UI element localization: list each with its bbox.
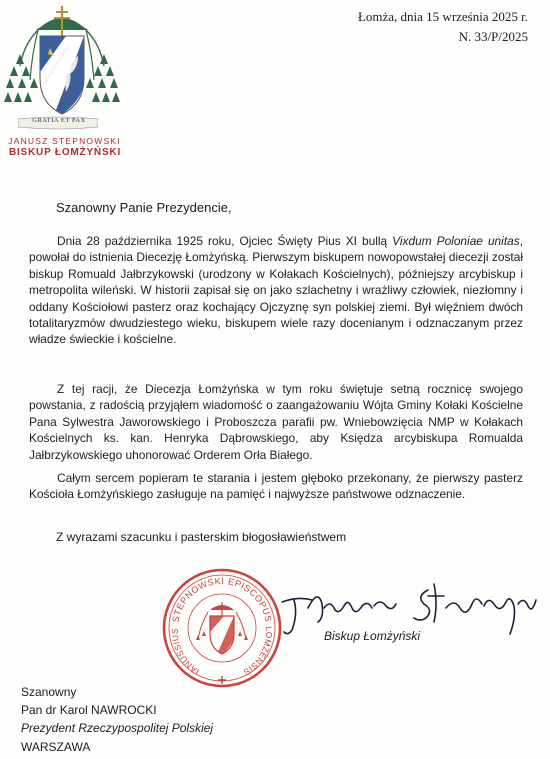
svg-text:IANUSSIUS bbox=[170, 628, 201, 677]
bull-title: Vixdum Poloniae unitas bbox=[392, 234, 520, 248]
recipient-city: WARSZAWA bbox=[21, 740, 91, 754]
episcopal-seal bbox=[160, 566, 284, 690]
letterhead-bishop-title: BISKUP ŁOMŻYŃSKI bbox=[8, 147, 122, 158]
recipient-office: Prezydent Rzeczypospolitej Polskiej bbox=[21, 721, 214, 735]
recipient-line-1: Szanowny bbox=[21, 685, 77, 699]
coat-of-arms bbox=[4, 4, 120, 134]
letterhead-bishop-name: JANUSZ STEPNOWSKI bbox=[8, 136, 121, 146]
place-and-date: Łomża, dnia 15 września 2025 r. bbox=[357, 9, 528, 24]
letter-paragraph-2: Z tej racji, że Diecezja Łomżyńska w tym roku świętuje setną rocznicę swojego powstania, z radością przyjąłem wiadomość o zaangażowaniu Wójta Gminy Kołaki Kościelne Pana Sylwestra Jaworowskiego i Proboszcza parafii pw. Wniebowzięcia NMP w Kołakach Kościelnych ks. kan. Henryka Dąbrowskiego, aby Księdza arcybiskupa Romualda Jałbrzykowskiego uhonorować Orderem Orła Białego. bbox=[29, 382, 523, 462]
paragraph-1-run: , powołał do istnienia Diecezję Łomżyńską. Pierwszym biskupem nowopowstałej diecezji został biskup Romuald Jałbrzykowski (urodzony w Kołakach Kościelnych), późniejszy arcybiskup i metropolita wileński. W historii zapisał się on jako szlachetny i wrażliwy człowiek, niezłomny i oddany Kościołowi pasterz oraz kochający Ojczyznę syn polskiej ziemi. Był więźniem dwóch totalitaryzmów dwudziestego wieku, biskupem wiele razy docenianym i odznaczanym przez władze świeckie i kościelne. bbox=[29, 234, 523, 347]
seal-left-text: IANUSSIUS bbox=[169, 628, 201, 677]
letter-paragraph-1 bbox=[29, 233, 523, 348]
recipient-name: Pan dr Karol NAWROCKI bbox=[21, 703, 157, 717]
paragraph-1-run: Dnia 28 października 1925 roku, Ojciec Święty Pius XI bullą bbox=[57, 234, 393, 248]
letter-paragraph-3: Całym sercem popieram te starania i jestem głęboko przekonany, że pierwszy pasterz Kościoła Łomżyńskiego zasługuje na pamięć i najwyższe państwowe odznaczenie. bbox=[29, 471, 523, 502]
signature-caption: Biskup Łomżyński bbox=[324, 629, 421, 643]
seal-top-text: STEPNOWSKI EPISCOPUS bbox=[170, 575, 274, 623]
seal-right-text: LOMZENSIS bbox=[241, 626, 275, 678]
reference-number: N. 33/P/2025 bbox=[458, 29, 528, 44]
letter-closing: Z wyrazami szacunku i pasterskim błogosławieństwem bbox=[56, 530, 347, 544]
motto-text: GRATIA ET PAX bbox=[32, 117, 86, 124]
letter-salutation: Szanowny Panie Prezydencie, bbox=[56, 200, 232, 215]
